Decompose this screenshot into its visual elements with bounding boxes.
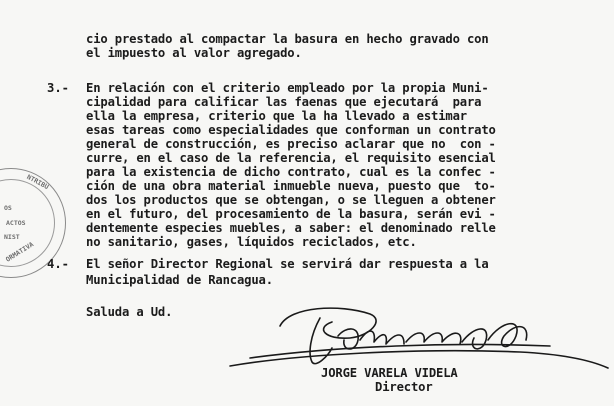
text-line: ción de una obra material inmueble nueva, puesto que to- <box>86 179 496 193</box>
item-number: 4.- <box>47 257 70 271</box>
stamp-text-3: ACTOS <box>6 219 26 227</box>
text-line: esas tareas como especialidades que conforman un contrato <box>86 123 496 137</box>
stamp-text-4: NIST <box>4 233 20 241</box>
stamp-text-2: OS <box>4 204 12 212</box>
text-line: ella la empresa, criterio que la ha llevado a estimar <box>86 109 467 123</box>
text-line: el impuesto al valor agregado. <box>86 46 302 60</box>
signatory-name: JORGE VARELA VIDELA <box>321 366 458 380</box>
text-line: curre, en el caso de la referencia, el requisito esencial <box>86 151 496 165</box>
text-line: dos los productos que se obtengan, o se lleguen a obtener <box>86 193 496 207</box>
stamp-text-5: ORMATIVA <box>4 240 36 264</box>
text-line: para la existencia de dicho contrato, cual es la confec - <box>86 165 496 179</box>
item-number: 3.- <box>47 81 70 95</box>
closing-salutation: Saluda a Ud. <box>86 305 173 319</box>
text-line: El señor Director Regional se servirá dar respuesta a la <box>86 257 489 271</box>
text-line: cipalidad para calificar las faenas que ejecutará para <box>86 95 482 109</box>
text-line: en el futuro, del procesamiento de la basura, serán evi - <box>86 207 496 221</box>
text-line: Municipalidad de Rancagua. <box>86 273 273 287</box>
text-line: dentemente especies muebles, a saber: el denominado relle <box>86 221 496 235</box>
text-line: cio prestado al compactar la basura en hecho gravado con <box>86 32 489 46</box>
stamp-text-1: NTRIBU <box>25 172 50 192</box>
text-line: no sanitario, gases, líquidos reciclados, etc. <box>86 235 417 249</box>
text-line: general de construcción, es preciso aclarar que no con - <box>86 137 496 151</box>
signatory-title: Director <box>375 380 433 394</box>
text-line: En relación con el criterio empleado por la propia Muni- <box>86 81 489 95</box>
